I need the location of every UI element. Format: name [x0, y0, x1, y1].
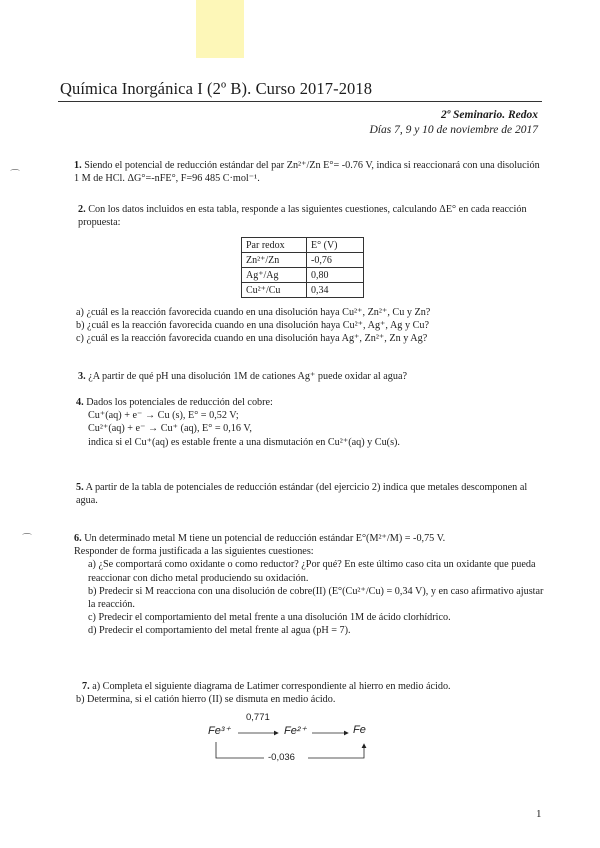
question-text: a) Completa el siguiente diagrama de Latimer correspondiente al hierro en medio ácido.: [92, 681, 451, 692]
table-row: [242, 253, 364, 268]
table-row: [242, 268, 364, 283]
table-cell: 0,80: [307, 268, 364, 283]
question-number: 3.: [78, 371, 86, 382]
question-2-items: [76, 306, 546, 346]
potential-top: 0,771: [246, 712, 270, 723]
question-text: Con los datos incluidos en esta tabla, responde a las siguientes cuestiones, calculando ΔE° en cada reacción propuesta:: [78, 204, 527, 229]
table-cell: Ag⁺/Ag: [242, 268, 307, 283]
table-header: Par redox: [242, 238, 307, 253]
question-number: 5.: [76, 482, 84, 493]
title-underline: [58, 101, 542, 102]
question-text: b) Determina, si el catión hierro (II) se dismuta en medio ácido.: [76, 694, 336, 706]
arrow-fe3-fe: [216, 742, 364, 758]
question-number: 2.: [78, 204, 86, 215]
question-7: [76, 680, 546, 706]
question-text: Dados los potenciales de reducción del cobre:: [86, 397, 273, 408]
table-cell: Cu²⁺/Cu: [242, 283, 307, 298]
table-row: [242, 283, 364, 298]
question-1: [74, 159, 544, 185]
question-number: 1.: [74, 160, 82, 171]
question-item: c) ¿cuál es la reacción favorecida cuando en una disolución haya Ag⁺, Zn²⁺, Zn y Ag?: [76, 333, 428, 345]
question-text: Responder de forma justificada a las siguientes cuestiones:: [74, 546, 314, 558]
question-text: Siendo el potencial de reducción estándar del par Zn²⁺/Zn E°= -0.76 V, indica si reaccionará con una disolución 1 M de HCl. ΔG°=-nFE°, F=96 485 C·mol⁻¹.: [74, 160, 540, 185]
question-number: 7.: [82, 681, 90, 692]
question-item: b) Predecir si M reacciona con una disolución de cobre(II) (E°(Cu²⁺/Cu) = 0,34 V), y en caso afirmativo ajustar la reacción.: [88, 585, 544, 611]
question-text: ¿A partir de qué pH una disolución 1M de cationes Ag⁺ puede oxidar al agua?: [88, 371, 408, 382]
species-fe: Fe: [353, 724, 366, 736]
question-number: 4.: [76, 397, 84, 408]
table-cell: 0,34: [307, 283, 364, 298]
question-item: b) ¿cuál es la reacción favorecida cuando en una disolución haya Cu²⁺, Ag⁺, Ag y Cu?: [76, 320, 429, 332]
seminar-dates: Días 7, 9 y 10 de noviembre de 2017: [369, 124, 538, 136]
question-text: A partir de la tabla de potenciales de reducción estándar (del ejercicio 2) indica que metales descomponen al agua.: [76, 482, 528, 507]
seminar-title: 2º Seminario. Redox: [440, 109, 538, 121]
species-fe2: Fe²⁺: [284, 725, 307, 737]
margin-mark: ⌒: [10, 170, 20, 181]
question-4: [76, 396, 544, 449]
page-number: 1: [536, 808, 542, 820]
species-fe3: Fe³⁺: [208, 725, 231, 737]
question-number: 6.: [74, 533, 82, 544]
question-text: indica si el Cu⁺(aq) es estable frente a una dismutación en Cu²⁺(aq) y Cu(s).: [88, 436, 400, 448]
table-header: E° (V): [307, 238, 364, 253]
seminar-header: [369, 108, 538, 138]
reaction-line: Cu⁺(aq) + e⁻ → Cu (s), E° = 0,52 V;: [88, 410, 239, 422]
question-item: a) ¿cuál es la reacción favorecida cuando en una disolución haya Cu²⁺, Zn²⁺, Cu y Zn?: [76, 307, 431, 318]
reaction-line: Cu²⁺(aq) + e⁻ → Cu⁺ (aq), E° = 0,16 V,: [88, 423, 252, 435]
question-3: [78, 370, 544, 383]
margin-mark: ⌒: [22, 534, 32, 545]
document-title: Química Inorgánica I (2º B). Curso 2017-2018: [60, 79, 373, 98]
latimer-arrows: [200, 712, 390, 782]
question-item: d) Predecir el comportamiento del metal frente al agua (pH = 7).: [88, 625, 351, 637]
table-header-row: [242, 238, 364, 253]
redox-table: [241, 237, 364, 298]
question-6: [74, 532, 544, 638]
question-2: [78, 203, 544, 229]
question-text: Un determinado metal M tiene un potencial de reducción estándar E°(M²⁺/M) = -0,75 V.: [84, 533, 446, 544]
table-cell: Zn²⁺/Zn: [242, 253, 307, 268]
latimer-diagram: [200, 712, 390, 782]
potential-bottom: -0,036: [268, 752, 295, 763]
question-item: c) Predecir el comportamiento del metal frente a una disolución 1M de ácido clorhídrico.: [88, 612, 451, 624]
question-5: [76, 481, 544, 507]
question-item: a) ¿Se comportará como oxidante o como reductor? ¿Por qué? En este último caso cita un oxidante que pueda reaccionar con dicho metal produciendo su oxidación.: [88, 559, 536, 584]
sticky-note: [196, 0, 244, 58]
table-cell: -0,76: [307, 253, 364, 268]
